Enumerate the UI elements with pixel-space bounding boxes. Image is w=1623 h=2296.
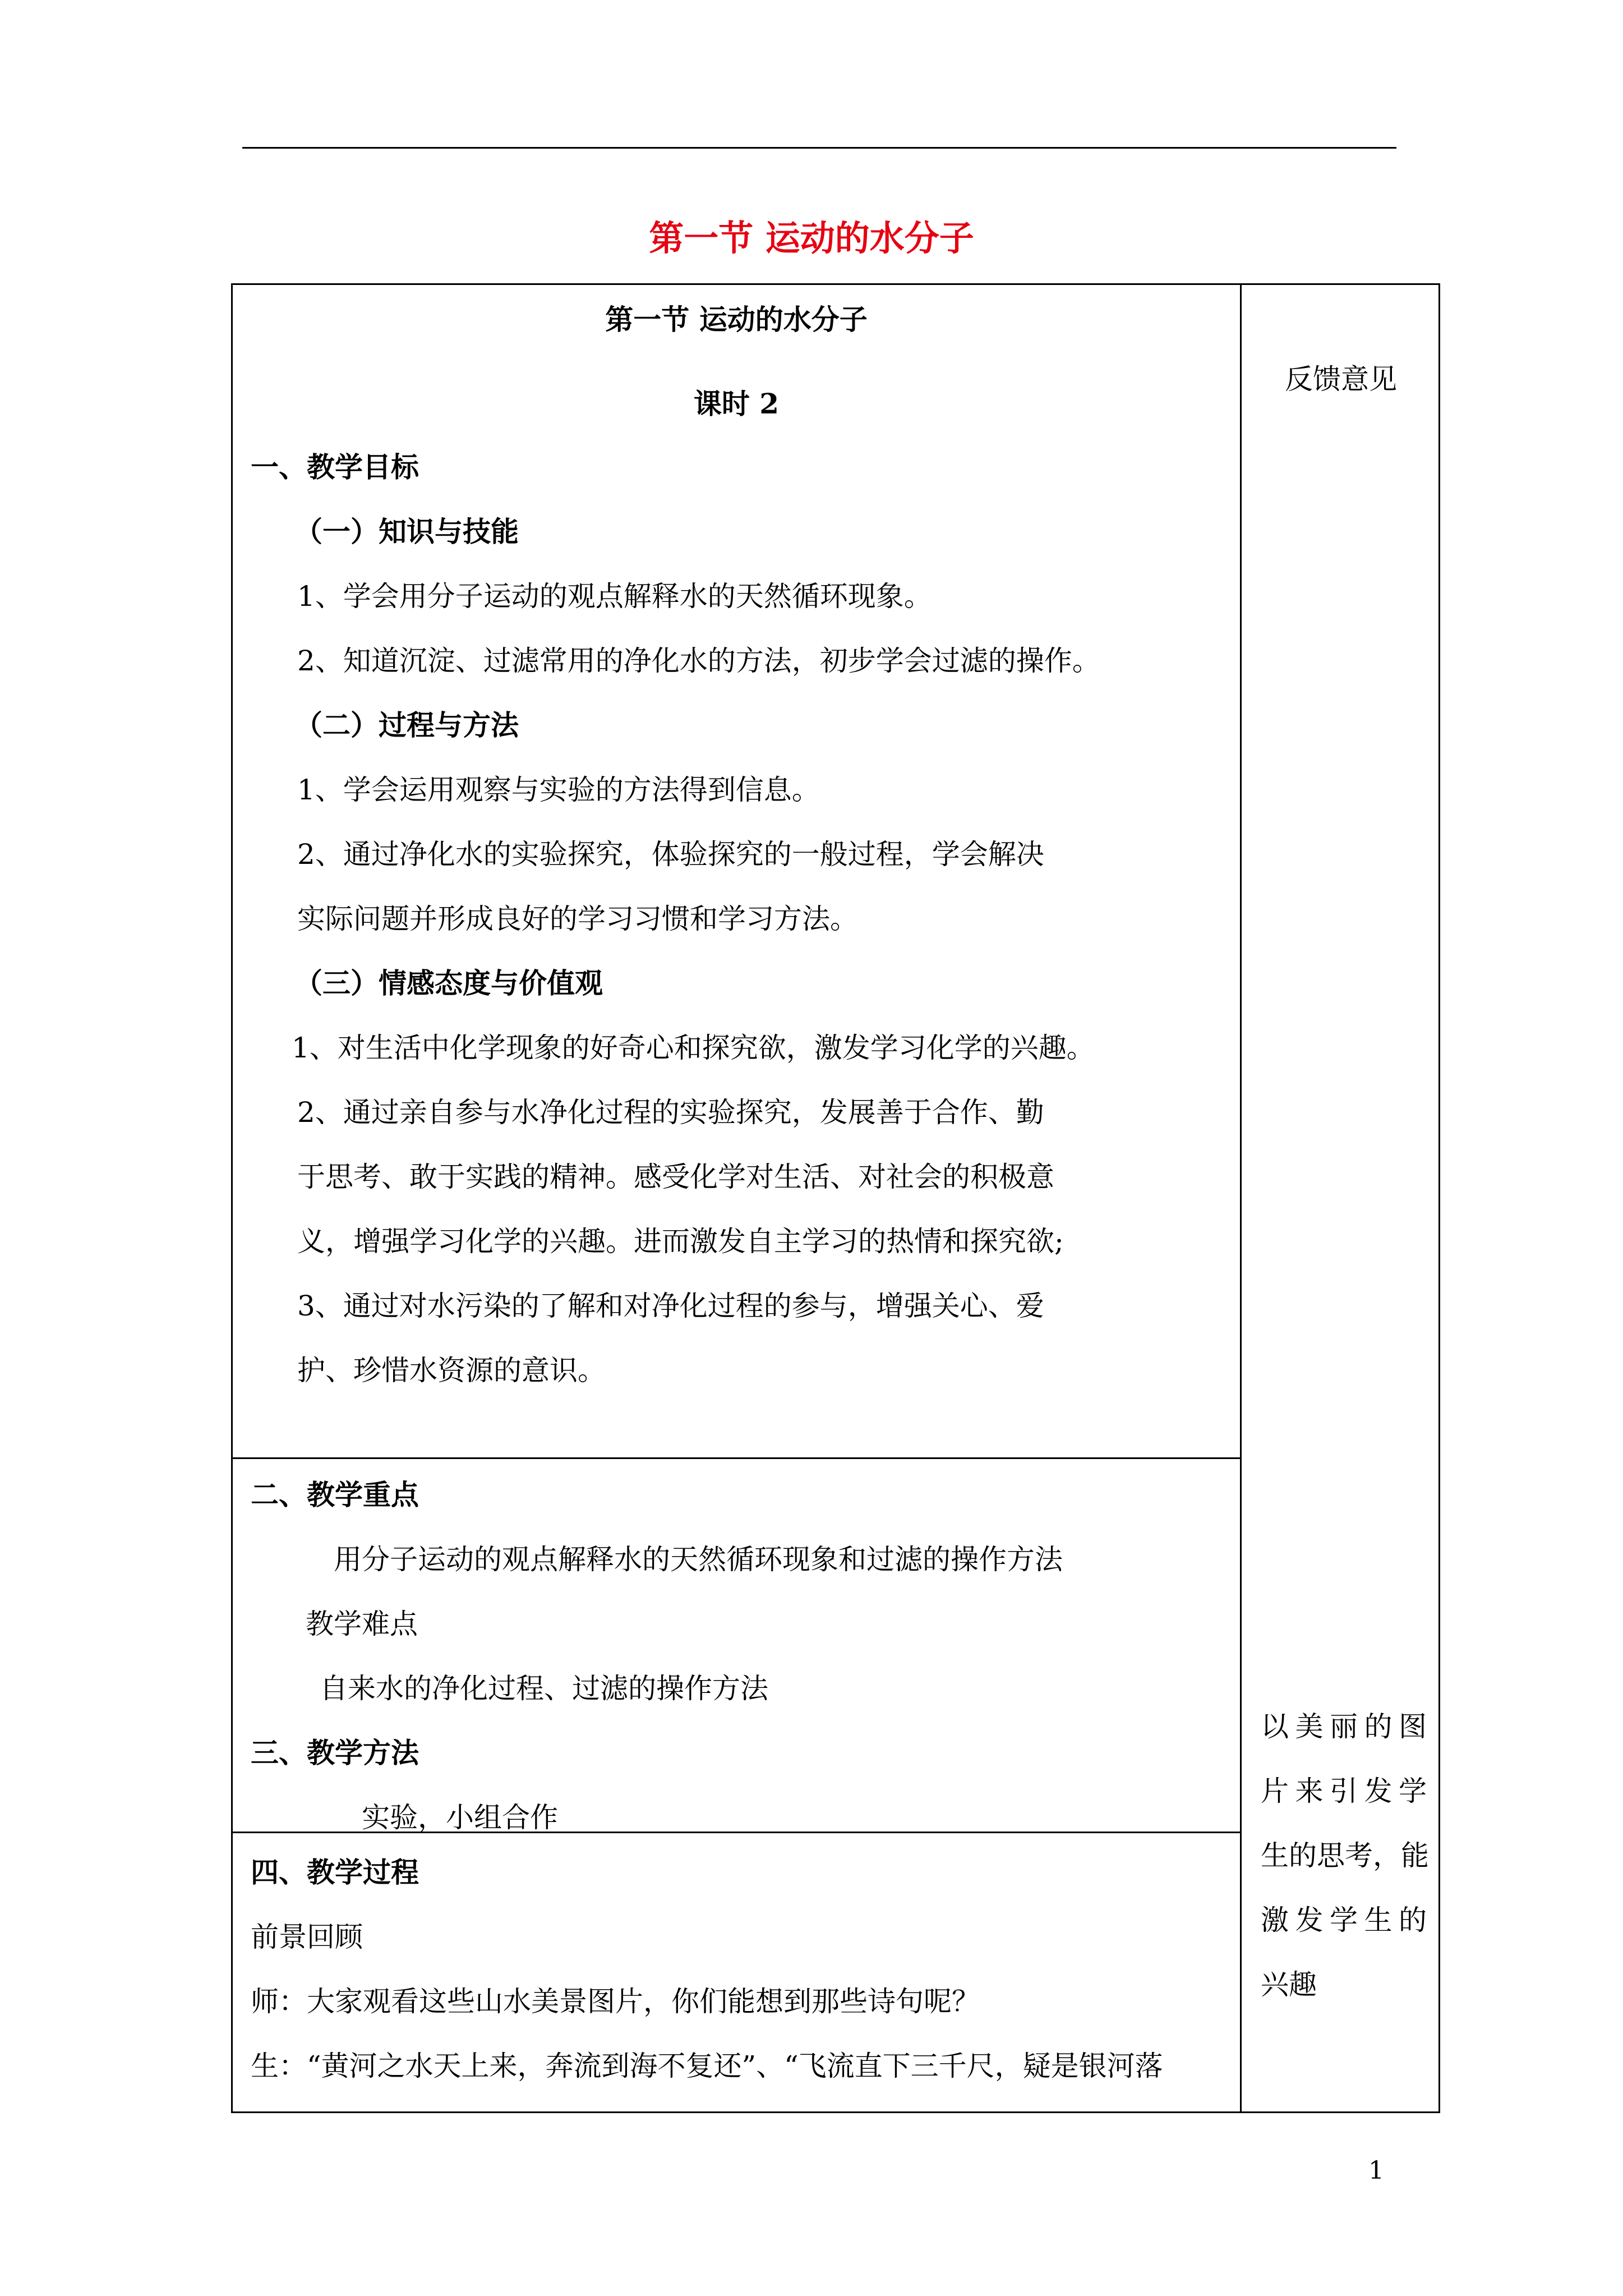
process-line: 生：“黄河之水天上来，奔流到海不复还”、“飞流直下三千尺，疑是银河落	[251, 2050, 1163, 2082]
page-number: 1	[1368, 2156, 1384, 2185]
key-point-text: 用分子运动的观点解释水的天然循环现象和过滤的操作方法	[334, 1543, 1063, 1576]
header-rule	[242, 147, 1396, 149]
subheading-process: （二）过程与方法	[294, 708, 519, 742]
difficulty-text: 自来水的净化过程、过滤的操作方法	[320, 1672, 768, 1705]
section-heading-process: 四、教学过程	[251, 1856, 419, 1889]
section-heading-key-points: 二、教学重点	[251, 1478, 419, 1511]
method-text: 实验，小组合作	[362, 1801, 558, 1834]
page-title: 第一节 运动的水分子	[649, 218, 974, 259]
objective-line: 实际问题并形成良好的学习习惯和学习方法。	[297, 903, 858, 935]
process-line: 师：大家观看这些山水美景图片，你们能想到那些诗句呢？	[251, 1985, 980, 2018]
objective-line: 2、通过亲自参与水净化过程的实验探究，发展善于合作、勤	[297, 1096, 1044, 1129]
lesson-period: 课时 2	[693, 387, 780, 420]
feedback-column-divider	[1240, 285, 1242, 2111]
subheading-knowledge: （一）知识与技能	[294, 515, 519, 548]
objective-line: 于思考、敢于实践的精神。感受化学对生活、对社会的积极意	[297, 1161, 1054, 1193]
feedback-note-line: 激发学生的	[1261, 1904, 1427, 1936]
feedback-note-line: 兴趣	[1261, 1968, 1317, 2001]
section-heading-objectives: 一、教学目标	[251, 450, 419, 484]
objective-line: 护、珍惜水资源的意识。	[297, 1354, 606, 1387]
objective-line: 3、通过对水污染的了解和对净化过程的参与，增强关心、爱	[297, 1290, 1044, 1322]
objective-line: 1、学会用分子运动的观点解释水的天然循环现象。	[297, 580, 932, 613]
subheading-emotion: （三）情感态度与价值观	[294, 967, 603, 1000]
lesson-title: 第一节 运动的水分子	[605, 303, 868, 336]
feedback-header: 反馈意见	[1285, 363, 1397, 395]
feedback-note-line: 以美丽的图	[1261, 1710, 1427, 1743]
feedback-note-line: 生的思考，能	[1261, 1839, 1429, 1872]
section-heading-methods: 三、教学方法	[251, 1736, 419, 1769]
objective-line: 1、学会运用观察与实验的方法得到信息。	[297, 774, 820, 806]
feedback-note-line: 片来引发学	[1261, 1775, 1427, 1807]
difficulty-heading: 教学难点	[306, 1608, 418, 1640]
process-line: 前景回顾	[251, 1921, 363, 1953]
objective-line: 2、通过净化水的实验探究，体验探究的一般过程，学会解决	[297, 838, 1044, 871]
objective-line: 1、对生活中化学现象的好奇心和探究欲，激发学习化学的兴趣。	[292, 1032, 1095, 1064]
objective-line: 义，增强学习化学的兴趣。进而激发自主学习的热情和探究欲;	[297, 1225, 1064, 1258]
row-divider-1	[233, 1457, 1241, 1459]
lesson-plan-table	[231, 283, 1440, 2113]
objective-line: 2、知道沉淀、过滤常用的净化水的方法，初步学会过滤的操作。	[297, 645, 1100, 677]
